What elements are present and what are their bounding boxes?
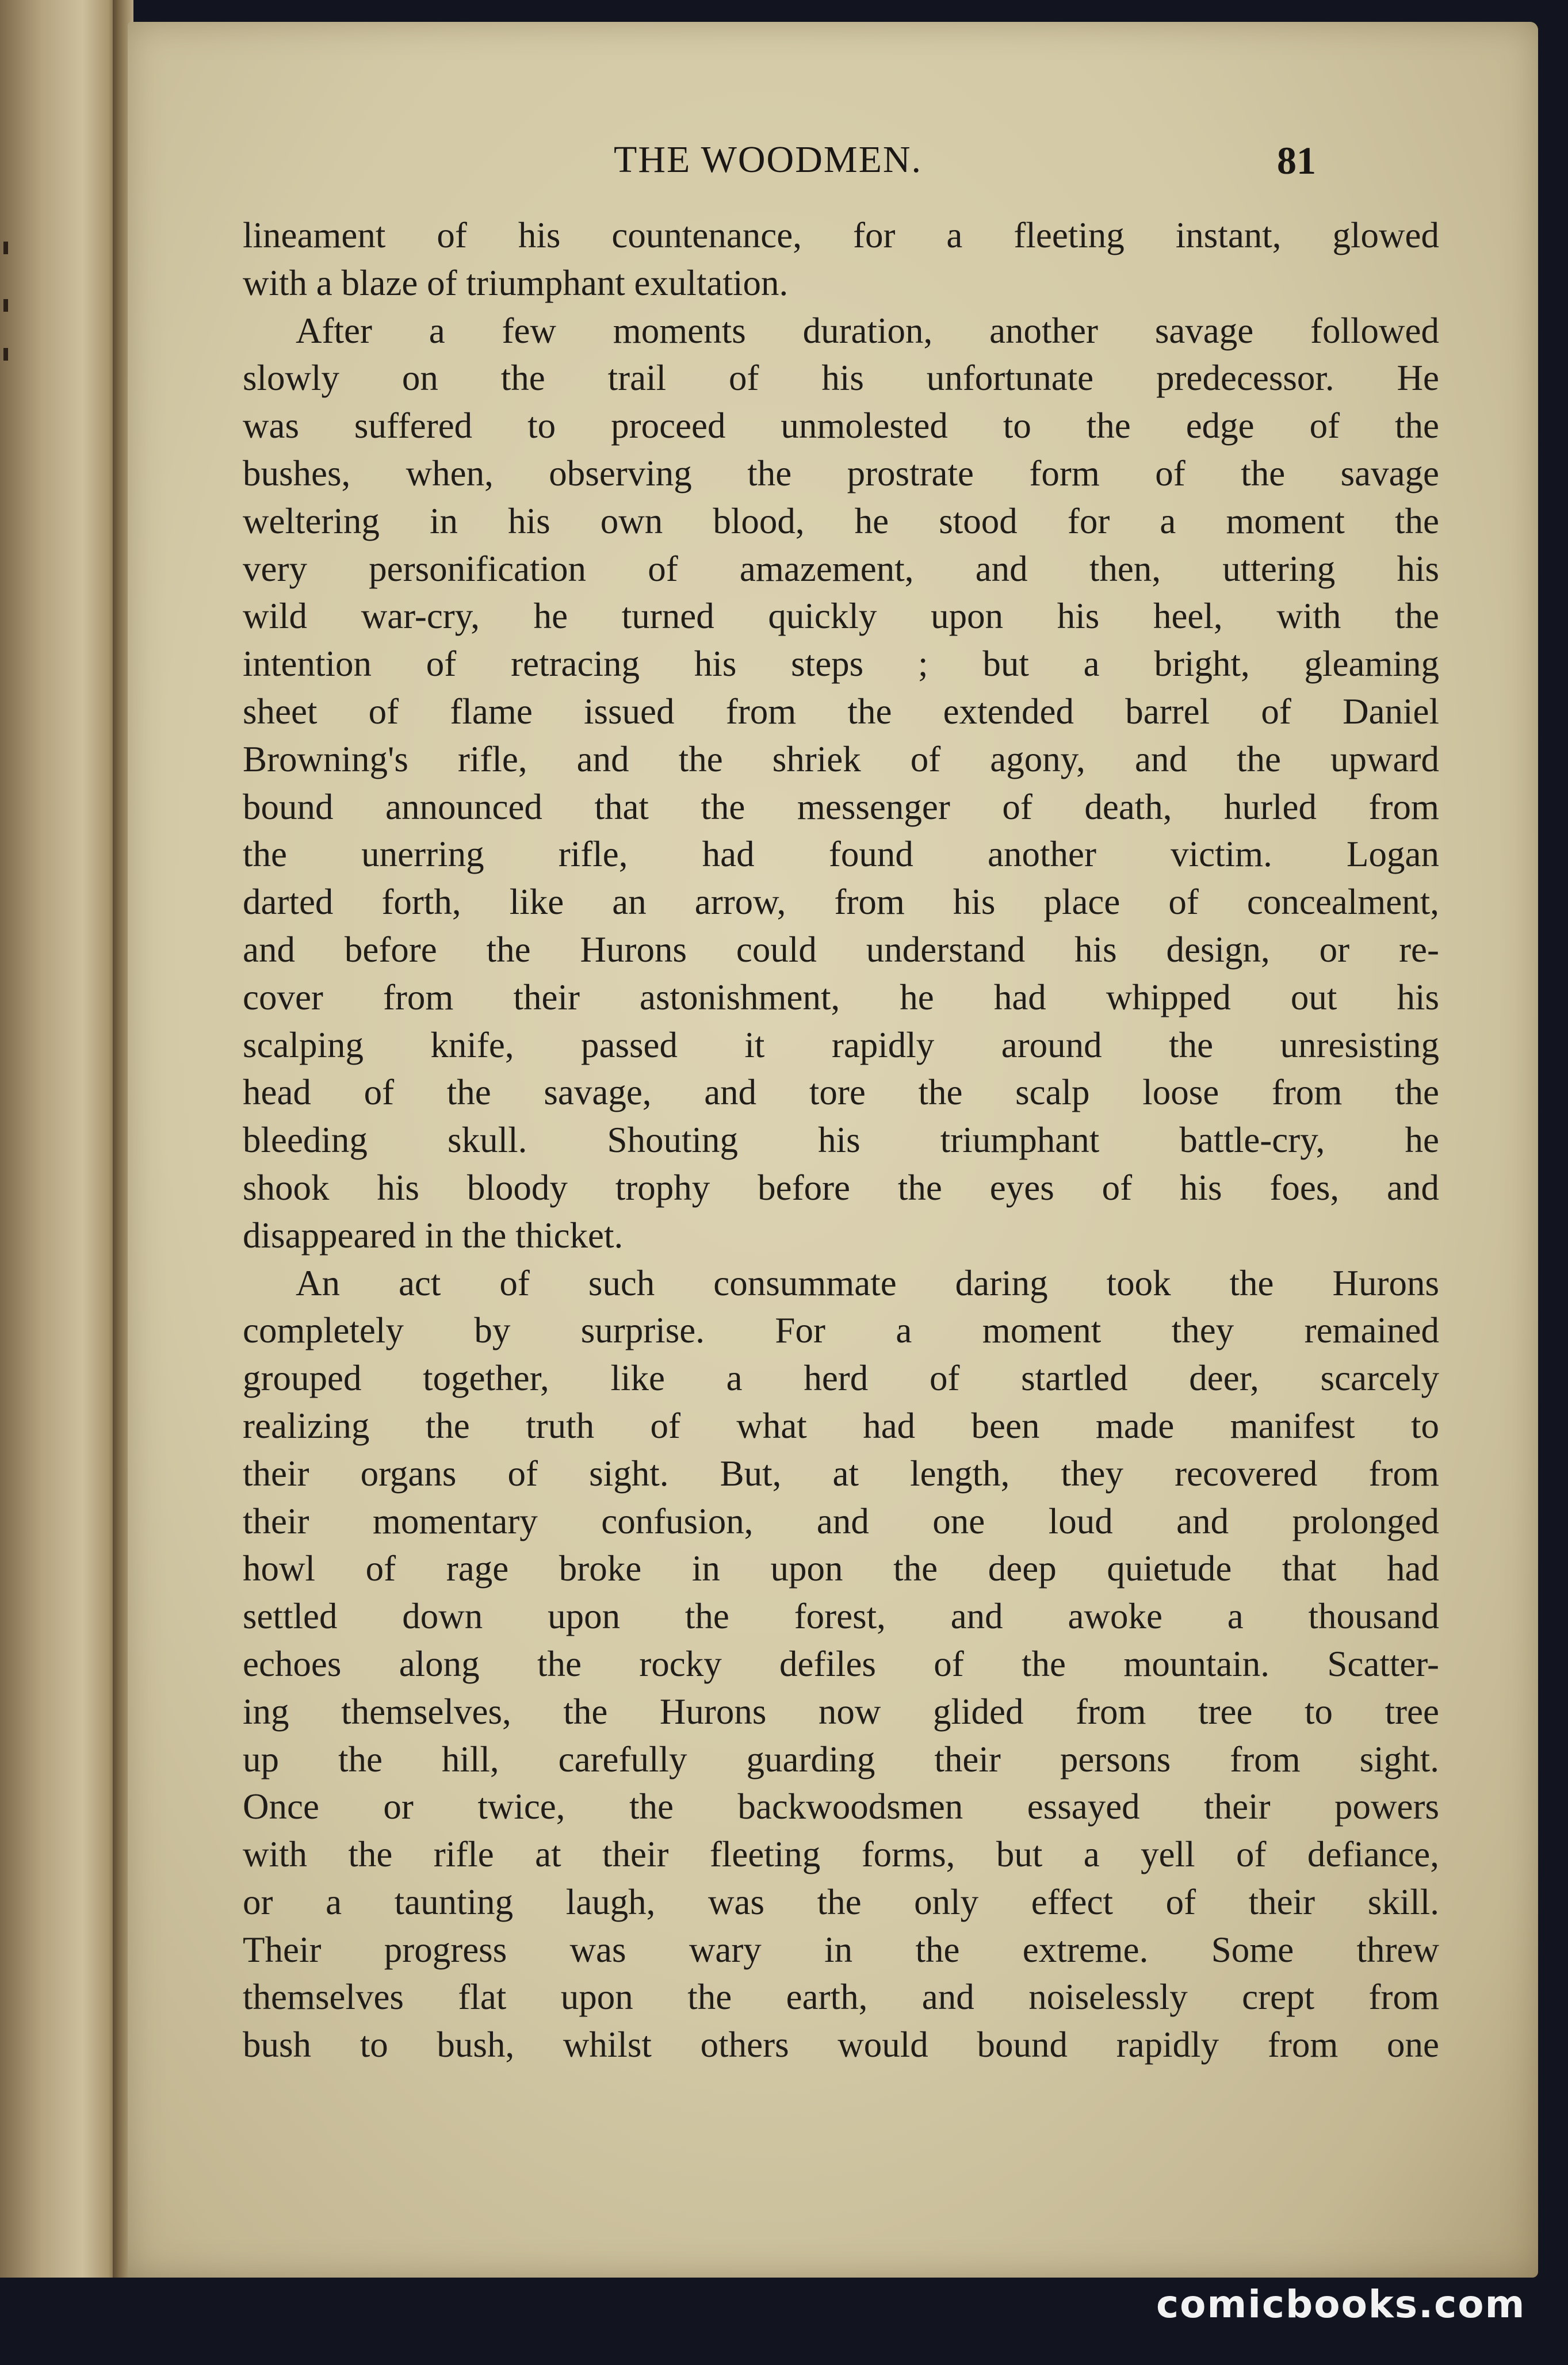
text-line: weltering in his own blood, he stood for a moment the xyxy=(243,500,1439,541)
text-line: was suffered to proceed unmolested to the edge of the xyxy=(243,405,1439,446)
text-line: shook his bloody trophy before the eyes of his foes, and xyxy=(243,1167,1439,1208)
text-line: howl of rage broke in upon the deep quietude that had xyxy=(243,1548,1439,1589)
text-line: very personification of amazement, and then, uttering his xyxy=(243,548,1439,589)
previous-page-edge xyxy=(0,0,118,2278)
text-line: with a blaze of triumphant exultation. xyxy=(243,262,789,303)
text-line: echoes along the rocky defiles of the mountain. Scatter- xyxy=(243,1643,1439,1684)
text-line: themselves flat upon the earth, and noiselessly crept from xyxy=(243,1977,1439,2018)
text-line: cover from their astonishment, he had whipped out his xyxy=(243,977,1439,1017)
text-line: Browning's rifle, and the shriek of agony, and the upward xyxy=(243,738,1439,779)
page-number: 81 xyxy=(1277,139,1316,182)
body-text xyxy=(243,212,1439,2069)
text-line: settled down upon the forest, and awoke a thousand xyxy=(243,1596,1439,1637)
text-line: An act of such consummate daring took the Hurons xyxy=(296,1262,1439,1303)
text-line: their organs of sight. But, at length, they recovered from xyxy=(243,1453,1439,1494)
text-line: Their progress was wary in the extreme. Some threw xyxy=(243,1929,1439,1970)
text-line: sheet of flame issued from the extended barrel of Daniel xyxy=(243,691,1439,732)
text-line: grouped together, like a herd of startled deer, scarcely xyxy=(243,1358,1439,1399)
previous-page-mark xyxy=(3,242,8,254)
previous-page-mark xyxy=(3,348,8,361)
text-line: wild war-cry, he turned quickly upon his heel, with the xyxy=(243,596,1439,637)
text-line: After a few moments duration, another savage followed xyxy=(296,310,1439,351)
text-line: their momentary confusion, and one loud and prolonged xyxy=(243,1501,1439,1541)
book-page xyxy=(128,22,1538,2278)
text-line: with the rifle at their fleeting forms, but a yell of defiance, xyxy=(243,1834,1439,1875)
text-line: the unerring rifle, had found another victim. Logan xyxy=(243,834,1439,875)
text-line: Once or twice, the backwoodsmen essayed their powers xyxy=(243,1786,1439,1827)
running-head xyxy=(128,138,1538,184)
text-line: lineament of his countenance, for a fleeting instant, glowed xyxy=(243,215,1439,255)
text-line: ing themselves, the Hurons now glided from tree to tree xyxy=(243,1691,1439,1732)
text-line: bush to bush, whilst others would bound rapidly from one xyxy=(243,2025,1439,2065)
text-line: realizing the truth of what had been made manifest to xyxy=(243,1405,1439,1446)
text-line: intention of retracing his steps ; but a bright, gleaming xyxy=(243,644,1439,684)
text-line: disappeared in the thicket. xyxy=(243,1215,624,1256)
text-line: bound announced that the messenger of death, hurled from xyxy=(243,786,1439,827)
text-line: slowly on the trail of his unfortunate predecessor. He xyxy=(243,358,1439,399)
running-head-title: THE WOODMEN. xyxy=(614,139,923,181)
text-line: up the hill, carefully guarding their persons from sight. xyxy=(243,1739,1439,1780)
text-line: bleeding skull. Shouting his triumphant battle-cry, he xyxy=(243,1120,1439,1161)
text-line: scalping knife, passed it rapidly around the unresisting xyxy=(243,1024,1439,1065)
text-line: darted forth, like an arrow, from his place of concealment, xyxy=(243,882,1439,923)
watermark: comicbooks.com xyxy=(1156,2282,1526,2326)
text-line: bushes, when, observing the prostrate form of the savage xyxy=(243,453,1439,493)
text-line: and before the Hurons could understand his design, or re- xyxy=(243,929,1439,970)
text-line: or a taunting laugh, was the only effect of their skill. xyxy=(243,1881,1439,1922)
text-line: head of the savage, and tore the scalp loose from the xyxy=(243,1072,1439,1113)
previous-page-mark xyxy=(3,299,8,312)
text-line: completely by surprise. For a moment they remained xyxy=(243,1310,1439,1351)
